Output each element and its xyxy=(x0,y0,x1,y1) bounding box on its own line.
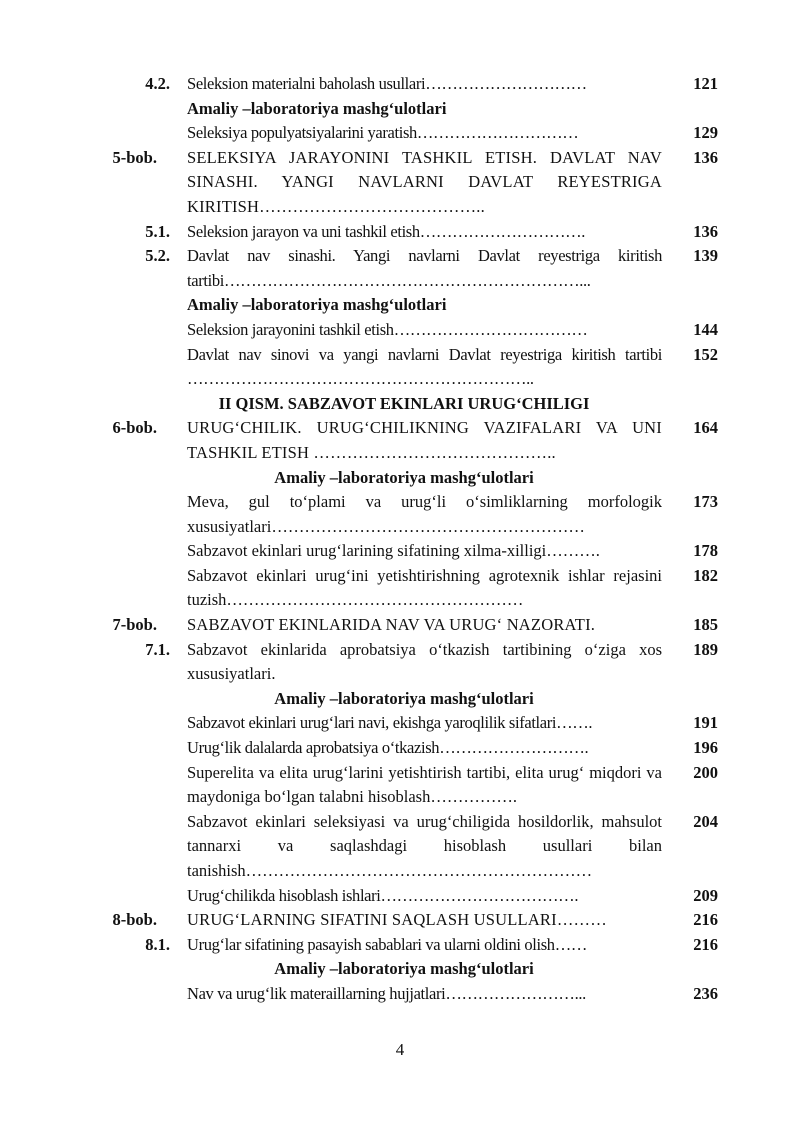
toc-entry-title: Seleksion jarayon va uni tashkil etish…………………………. xyxy=(187,221,586,241)
toc-entry-page: 191 xyxy=(693,713,718,733)
toc-entry-page: 136 xyxy=(693,147,718,167)
toc-entry-number: 8-bob. xyxy=(112,910,157,930)
toc-entry xyxy=(0,982,800,1007)
practical-section-heading: Amaliy –laboratoriya mashg‘ulotlari xyxy=(187,295,447,315)
toc-entry-title: URUG‘CHILIK. URUG‘CHILIKNING VAZIFALARI VA UNI TASHKIL ETISH …………………………………….. xyxy=(187,418,662,462)
toc-entry xyxy=(0,638,800,687)
toc-entry-page: 178 xyxy=(693,541,718,561)
toc-entry xyxy=(0,293,800,318)
toc-entry-title: Nav va urug‘lik materaillarning hujjatlari……………………... xyxy=(187,983,586,1003)
toc-entry-page: 209 xyxy=(693,885,718,905)
toc-entry xyxy=(0,736,800,761)
toc-entry-title: Sabzavot ekinlarida aprobatsiya o‘tkazish tartibining o‘ziga xos xususiyatlari. xyxy=(187,639,662,684)
toc-entry xyxy=(0,539,800,564)
toc-entry xyxy=(0,318,800,343)
page-number: 4 xyxy=(395,1040,405,1059)
toc-entry xyxy=(0,810,800,884)
toc-entry-page: 196 xyxy=(693,738,718,758)
toc-entry-number: 7.1. xyxy=(145,639,170,659)
toc-entry xyxy=(0,711,800,736)
toc-entry-page: 216 xyxy=(693,934,718,954)
toc-entry xyxy=(0,146,800,220)
toc-entry xyxy=(0,97,800,122)
toc-entry-page: 144 xyxy=(693,319,718,339)
part-heading: II QISM. SABZAVOT EKINLARI URUG‘CHILIGI xyxy=(218,393,590,413)
toc-entry xyxy=(0,72,800,97)
toc-entry-page: 136 xyxy=(693,221,718,241)
toc-entry xyxy=(0,957,800,982)
toc-entry-title: Sabzavot ekinlari urug‘ini yetishtirishning agrotexnik ishlar rejasini tuzish……………………………………………… xyxy=(187,565,662,610)
toc-entry-title: Urug‘chilikda hisoblash ishlari………………………………. xyxy=(187,885,579,905)
toc-entry-title: Davlat nav sinashi. Yangi navlarni Davlat reyestriga kiritish tartibi…………………………………………………………... xyxy=(187,246,662,290)
toc-entry-title: Urug‘lik dalalarda aprobatsiya o‘tkazish………………………. xyxy=(187,738,589,758)
toc-entry-title: SABZAVOT EKINLARIDA NAV VA URUG‘ NAZORATI. xyxy=(187,615,596,635)
practical-section-heading: Amaliy –laboratoriya mashg‘ulotlari xyxy=(274,959,534,979)
toc-entry xyxy=(0,613,800,638)
toc-entry xyxy=(0,244,800,293)
toc-entry-page: 200 xyxy=(693,762,718,782)
toc-entry xyxy=(0,121,800,146)
toc-entry-title: Seleksion materialni baholash usullari………………………… xyxy=(187,74,587,93)
toc-entry xyxy=(0,220,800,245)
toc-entry-page: 129 xyxy=(693,123,718,143)
toc-entry-page: 152 xyxy=(693,344,718,364)
toc-entry-page: 121 xyxy=(693,74,718,93)
toc-entry xyxy=(0,761,800,810)
table-of-contents xyxy=(0,72,800,1007)
toc-entry xyxy=(0,564,800,613)
toc-entry-page: 139 xyxy=(693,246,718,266)
toc-entry-page: 182 xyxy=(693,565,718,585)
toc-entry xyxy=(0,343,800,392)
toc-entry-number: 7-bob. xyxy=(112,615,157,635)
toc-entry-page: 185 xyxy=(693,615,718,635)
toc-entry-number: 5.1. xyxy=(145,221,170,241)
toc-entry-title: Seleksion jarayonini tashkil etish……………………………… xyxy=(187,319,588,339)
toc-entry-number: 8.1. xyxy=(145,934,170,954)
toc-entry xyxy=(0,490,800,539)
toc-entry xyxy=(0,416,800,465)
toc-entry-page: 236 xyxy=(693,983,718,1003)
toc-entry-title: SELEKSIYA JARAYONINI TASHKIL ETISH. DAVLAT NAV SINASHI. YANGI NAVLARNI DAVLAT REYESTRIGA KIRITISH………………………………….. xyxy=(187,147,662,216)
toc-entry-page: 173 xyxy=(693,492,718,512)
toc-entry-title: Sabzavot ekinlari urug‘lari navi, ekishga yaroqlilik sifatlari……. xyxy=(187,713,593,733)
toc-entry xyxy=(0,466,800,491)
toc-entry-number: 6-bob. xyxy=(112,418,157,438)
toc-entry-page: 164 xyxy=(693,418,718,438)
practical-section-heading: Amaliy –laboratoriya mashg‘ulotlari xyxy=(274,467,534,487)
toc-entry xyxy=(0,392,800,417)
practical-section-heading: Amaliy –laboratoriya mashg‘ulotlari xyxy=(187,98,447,118)
practical-section-heading: Amaliy –laboratoriya mashg‘ulotlari xyxy=(274,688,534,708)
toc-entry xyxy=(0,884,800,909)
toc-entry-title: Sabzavot ekinlari seleksiyasi va urug‘chiligida hosildorlik, mahsulot tannarxi va saqlashdagi hisoblash usullari bilan tanishish……………………………………………………… xyxy=(187,811,662,880)
toc-entry-page: 216 xyxy=(693,910,718,930)
toc-entry xyxy=(0,908,800,933)
toc-entry-title: Davlat nav sinovi va yangi navlarni Davlat reyestriga kiritish tartibi ……………………………………………………….. xyxy=(187,344,662,389)
toc-entry xyxy=(0,687,800,712)
toc-entry-title: Seleksiya populyatsiyalarini yaratish………………………… xyxy=(187,123,579,143)
toc-entry-title: Sabzavot ekinlari urug‘larining sifatining xilma-xilligi………. xyxy=(187,541,600,561)
toc-entry-title: Superelita va elita urug‘larini yetishtirish tartibi, elita urug‘ miqdori va maydoniga bo‘lgan talabni hisoblash……………. xyxy=(187,762,662,807)
toc-entry-title: URUG‘LARNING SIFATINI SAQLASH USULLARI……… xyxy=(187,910,607,930)
toc-entry-title: Urug‘lar sifatining pasayish sabablari va ularni oldini olish…… xyxy=(187,934,587,954)
toc-entry-number: 4.2. xyxy=(145,74,170,93)
toc-entry-page: 189 xyxy=(693,639,718,659)
toc-entry xyxy=(0,933,800,958)
toc-entry-title: Meva, gul to‘plami va urug‘li o‘simliklarning morfologik xususiyatlari………………………………………………… xyxy=(187,492,662,536)
toc-entry-number: 5.2. xyxy=(145,246,170,266)
toc-entry-number: 5-bob. xyxy=(112,147,157,167)
toc-entry-page: 204 xyxy=(693,811,718,831)
